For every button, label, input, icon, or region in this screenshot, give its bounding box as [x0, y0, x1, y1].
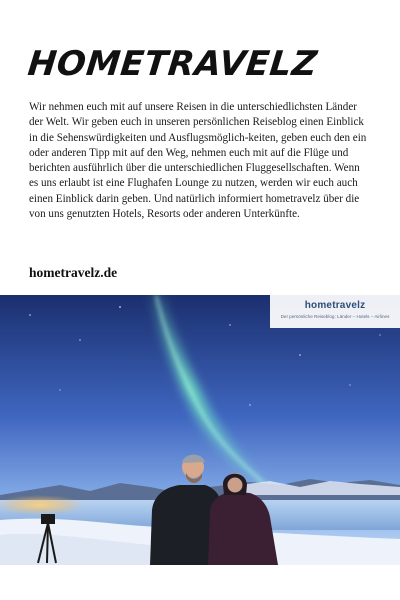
aurora-photo [0, 295, 400, 565]
badge-name: hometravelz [304, 300, 366, 311]
brand-badge [270, 295, 400, 328]
aurora-scene [0, 295, 400, 565]
intro-paragraph: Wir nehmen euch mit auf unsere Reisen in die unterschiedlichsten Länder der Welt. Wir geben euch in unseren persönlichen Reiseblog einen Einblick in die Sehenswürdigkeiten und Ausflugsmöglich-keiten, geben euch den ein oder anderen Tipp mit auf den Weg, nehmen euch mit auf die Flüge und berichten ausführlich über die unterschiedlichen Fluggesellschaften. Wenn es uns erlaubt ist eine Flughafen Lounge zu nutzen, werden wir euch auch einen Einblick darin geben. Und natürlich informiert hometravelz über die von uns genutzten Hotels, Resorts oder anderen Unterkünfte. [29, 101, 367, 221]
logo-wordmark: HOMETRAVELZ [25, 44, 320, 84]
website-link[interactable]: hometravelz.de [29, 265, 118, 280]
badge-tagline: Der persönliche Reiseblog: Länder – Hotels – Airlines [280, 314, 390, 319]
